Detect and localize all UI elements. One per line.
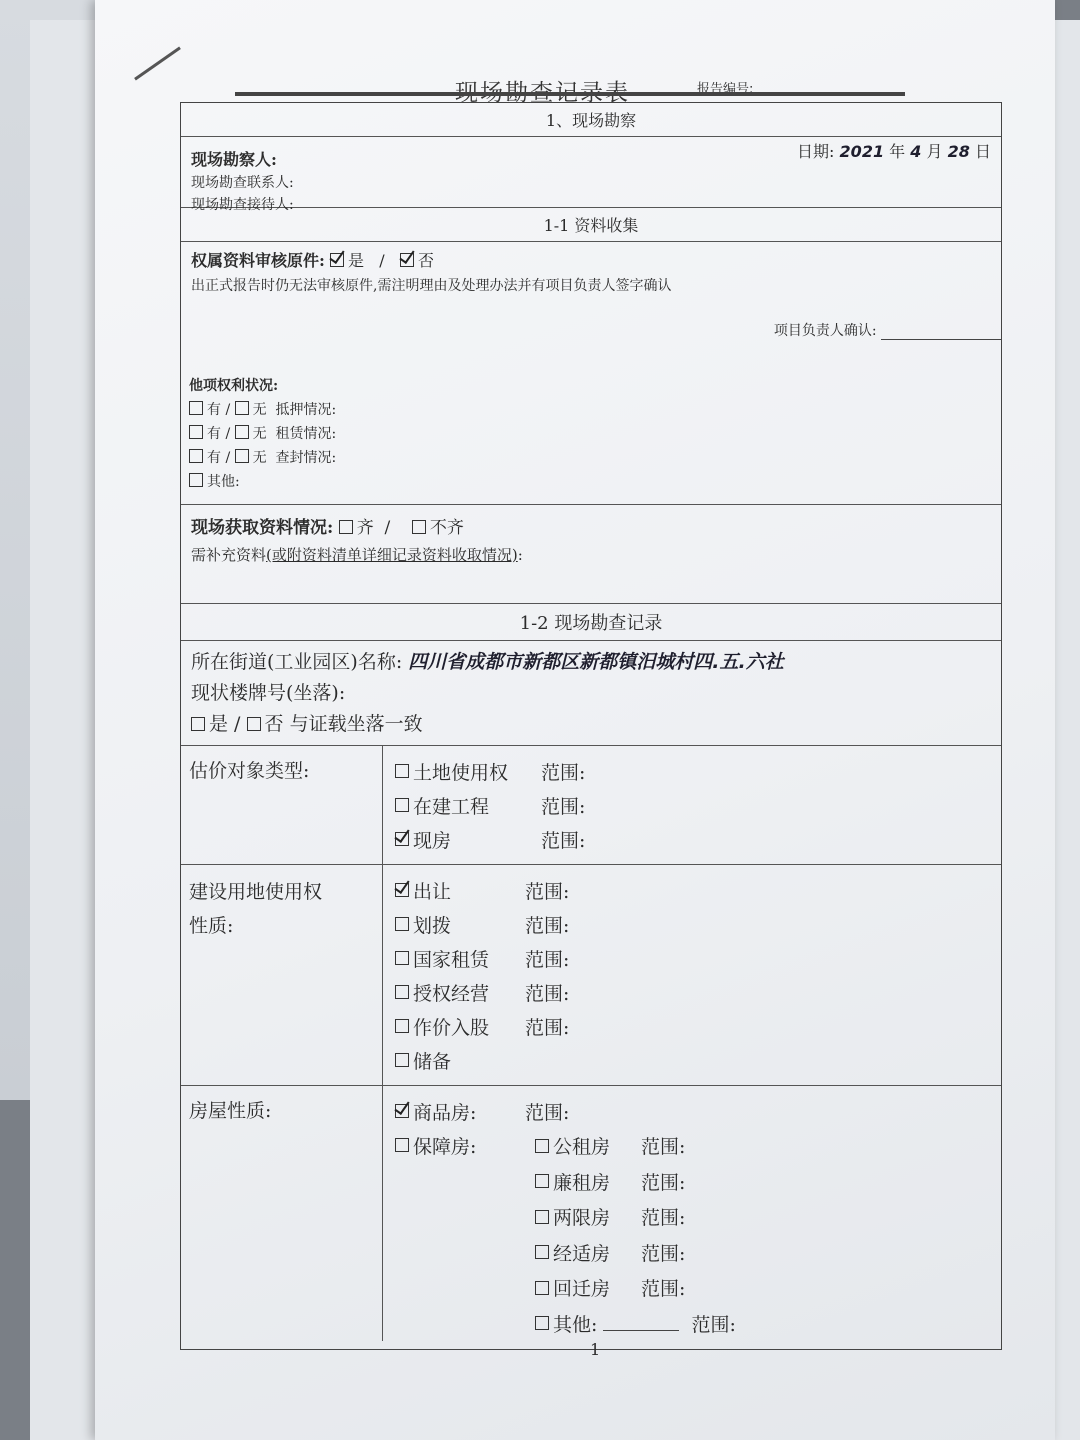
- affordable-option: [395, 1128, 989, 1341]
- lease-label: 租赁情况:: [275, 426, 337, 442]
- contact-label: 现场勘查联系人:: [191, 175, 294, 191]
- option-checkbox[interactable]: [395, 764, 409, 778]
- month-label: 月: [926, 142, 943, 161]
- commercial-label: 商品房:: [413, 1101, 477, 1124]
- original-note: 出正式报告时仍无法审核原件,需注明理由及处理办法并有项目负责人签字确认: [191, 278, 672, 294]
- option-checkbox[interactable]: [395, 832, 409, 846]
- form-sheet: [170, 70, 1020, 1336]
- original-review-row: [191, 248, 991, 271]
- section-data-collection: [181, 208, 1001, 604]
- original-review-label: 权属资料审核原件:: [191, 251, 325, 270]
- land-right-options: [383, 865, 1001, 1085]
- option-label: 授权经营: [413, 982, 490, 1005]
- none-checkbox[interactable]: [235, 449, 249, 463]
- section-survey-record: [181, 604, 1001, 1349]
- none-label: 无: [252, 450, 267, 466]
- object-type-option[interactable]: [395, 788, 989, 822]
- range-label: 范围:: [525, 982, 570, 1005]
- is-label: 是: [209, 713, 229, 735]
- consistent-yes-checkbox[interactable]: [191, 717, 205, 731]
- affordable-checkbox[interactable]: [395, 1138, 409, 1152]
- object-type-label: 估价对象类型:: [181, 746, 383, 864]
- range-label: 范围:: [525, 880, 570, 903]
- date-day: 28: [947, 142, 970, 161]
- house-nature-label: 房屋性质:: [181, 1086, 383, 1341]
- subtype-checkbox[interactable]: [535, 1139, 549, 1153]
- lease-row: 有 / 无 租赁情况:: [189, 422, 336, 446]
- subtype-checkbox[interactable]: [535, 1316, 549, 1330]
- has-checkbox[interactable]: [189, 425, 203, 439]
- land-right-option[interactable]: [395, 975, 989, 1009]
- house-nature-options: [383, 1086, 1001, 1349]
- date-year: 2021: [839, 142, 885, 161]
- object-type-block: [181, 746, 1001, 865]
- affordable-subtype[interactable]: [535, 1164, 989, 1200]
- confirm-row: [774, 320, 1001, 340]
- affordable-label: 保障房:: [413, 1136, 477, 1158]
- land-right-block: [181, 865, 1001, 1086]
- page-number: 1: [590, 1340, 601, 1359]
- house-nature-block: [181, 1086, 1001, 1349]
- colon: :: [517, 546, 523, 564]
- range-label: 范围:: [541, 829, 586, 852]
- year-label: 年: [889, 142, 906, 161]
- land-right-label-line1: 建设用地使用权: [189, 881, 323, 903]
- other-label: 其他:: [553, 1313, 598, 1336]
- onsite-label: 现场获取资料情况:: [191, 518, 334, 538]
- option-label: 现房: [413, 829, 452, 852]
- seizure-label: 查封情况:: [275, 450, 337, 466]
- affordable-subtype-other[interactable]: [535, 1306, 989, 1342]
- others-checkbox[interactable]: [189, 473, 203, 487]
- range-label: 范围:: [691, 1313, 736, 1336]
- mortgage-row: 有 / 无 抵押情况:: [189, 398, 336, 422]
- option-label: 划拨: [413, 914, 452, 937]
- others-label: 其他:: [207, 474, 240, 490]
- other-blank-line[interactable]: [603, 1316, 679, 1331]
- section-heading: 1-1 资料收集: [181, 208, 1001, 242]
- range-label: 范围:: [641, 1136, 686, 1159]
- range-label: 范围:: [525, 1016, 570, 1039]
- supplement-row: [191, 544, 991, 565]
- option-checkbox[interactable]: [395, 951, 409, 965]
- original-no-checkbox[interactable]: [400, 253, 414, 267]
- survey-form: [180, 102, 1002, 1350]
- has-label: 有: [207, 450, 221, 466]
- range-label: 范围:: [541, 761, 586, 784]
- subtype-checkbox[interactable]: [535, 1174, 549, 1188]
- subtype-label: 廉租房: [553, 1171, 611, 1194]
- affordable-subtype[interactable]: [535, 1128, 989, 1164]
- document-title: 现场勘查记录表: [455, 80, 630, 106]
- land-right-label-line2: 性质:: [189, 915, 234, 937]
- option-label: 储备: [413, 1050, 452, 1073]
- land-right-label: [181, 865, 383, 1085]
- affordable-subtype[interactable]: [535, 1270, 989, 1306]
- onsite-data-block: [181, 504, 1001, 603]
- land-right-option[interactable]: [395, 907, 989, 941]
- street-label: 所在街道(工业园区)名称:: [191, 651, 403, 673]
- range-label: 范围:: [525, 914, 570, 937]
- survey-people: [181, 137, 1001, 213]
- supplement-label: 需补充资料: [191, 546, 267, 564]
- affordable-subtype[interactable]: [535, 1235, 989, 1271]
- complete-checkbox[interactable]: [339, 520, 353, 534]
- section-heading: 1、现场勘察: [181, 103, 1001, 137]
- day-label: 日: [974, 142, 991, 161]
- ownership-block: [181, 242, 1001, 504]
- original-yes-checkbox[interactable]: [330, 253, 344, 267]
- subtype-label: 两限房: [553, 1207, 611, 1230]
- has-checkbox[interactable]: [189, 449, 203, 463]
- subtype-label: 回迁房: [553, 1278, 611, 1301]
- seizure-row: 有 / 无 查封情况:: [189, 446, 336, 470]
- range-label: 范围:: [525, 948, 570, 971]
- option-checkbox[interactable]: [395, 1053, 409, 1067]
- commercial-option[interactable]: [395, 1094, 989, 1128]
- affordable-row[interactable]: [395, 1128, 535, 1166]
- building-no-label: 现状楼牌号(坐落):: [191, 682, 346, 704]
- land-right-option[interactable]: [395, 1009, 989, 1043]
- yes-label: 是: [348, 251, 365, 270]
- option-checkbox[interactable]: [395, 917, 409, 931]
- date-month: 4: [910, 142, 922, 161]
- option-label: 在建工程: [413, 795, 490, 818]
- slash: /: [384, 518, 391, 538]
- object-type-option[interactable]: [395, 754, 989, 788]
- section-site-survey: [181, 103, 1001, 213]
- range-label: 范围:: [641, 1171, 686, 1194]
- land-right-option[interactable]: [395, 1043, 989, 1077]
- consistent-label: 与证载坐落一致: [289, 713, 423, 735]
- range-label: 范围:: [641, 1278, 686, 1301]
- street-value: 四川省成都市新都区新都镇汨城村四.五.六社: [408, 651, 784, 673]
- street-row: [191, 647, 991, 678]
- slash: /: [379, 251, 385, 270]
- land-right-option[interactable]: [395, 941, 989, 975]
- subtype-label: 经适房: [553, 1242, 611, 1265]
- incomplete-label: 不齐: [429, 518, 464, 538]
- mortgage-label: 抵押情况:: [275, 402, 337, 418]
- surveyor-label: 现场勘察人:: [191, 150, 277, 169]
- subtype-label: 公租房: [553, 1136, 611, 1159]
- complete-label: 齐: [356, 518, 374, 538]
- range-label: 范围:: [641, 1242, 686, 1265]
- commercial-checkbox[interactable]: [395, 1104, 409, 1118]
- none-checkbox[interactable]: [235, 401, 249, 415]
- has-label: 有: [207, 402, 221, 418]
- date-field: [797, 139, 991, 162]
- confirm-signature-line[interactable]: [881, 325, 1001, 340]
- affordable-subtype[interactable]: [535, 1199, 989, 1235]
- land-right-option[interactable]: [395, 873, 989, 907]
- title-rule: [235, 92, 905, 96]
- subtype-checkbox[interactable]: [535, 1281, 549, 1295]
- has-label: 有: [207, 426, 221, 442]
- option-label: 国家租赁: [413, 948, 490, 971]
- none-label: 无: [252, 402, 267, 418]
- location-block: [181, 641, 1001, 746]
- has-checkbox[interactable]: [189, 401, 203, 415]
- option-checkbox[interactable]: [395, 985, 409, 999]
- consistent-no-checkbox[interactable]: [247, 717, 261, 731]
- not-label: 否: [264, 713, 284, 735]
- option-label: 出让: [413, 880, 452, 903]
- date-label: 日期:: [797, 142, 835, 161]
- range-label: 范围:: [525, 1101, 570, 1124]
- supplement-note: (或附资料清单详细记录资料收取情况): [266, 546, 518, 564]
- incomplete-checkbox[interactable]: [412, 520, 426, 534]
- option-checkbox[interactable]: [395, 1019, 409, 1033]
- option-label: 土地使用权: [413, 761, 509, 784]
- none-label: 无: [252, 426, 267, 442]
- subtype-checkbox[interactable]: [535, 1245, 549, 1259]
- receiver-label: 现场勘查接待人:: [191, 197, 294, 213]
- subtype-checkbox[interactable]: [535, 1210, 549, 1224]
- object-type-options: [383, 746, 1001, 864]
- onsite-row: [191, 513, 991, 538]
- consistent-row: 是 / 否 与证载坐落一致: [191, 709, 991, 740]
- confirm-label: 项目负责人确认:: [773, 323, 877, 339]
- other-rights: [189, 374, 336, 494]
- report-number-label: 报告编号:: [697, 82, 754, 97]
- range-label: 范围:: [641, 1207, 686, 1230]
- option-checkbox[interactable]: [395, 883, 409, 897]
- range-label: 范围:: [541, 795, 586, 818]
- others-row: [189, 470, 336, 494]
- object-type-option[interactable]: [395, 822, 989, 856]
- option-checkbox[interactable]: [395, 798, 409, 812]
- no-label: 否: [417, 251, 434, 270]
- section-heading: 1-2 现场勘查记录: [181, 604, 1001, 641]
- none-checkbox[interactable]: [235, 425, 249, 439]
- affordable-subtypes: [535, 1128, 989, 1341]
- other-rights-label: 他项权利状况:: [189, 378, 279, 394]
- option-label: 作价入股: [413, 1016, 490, 1039]
